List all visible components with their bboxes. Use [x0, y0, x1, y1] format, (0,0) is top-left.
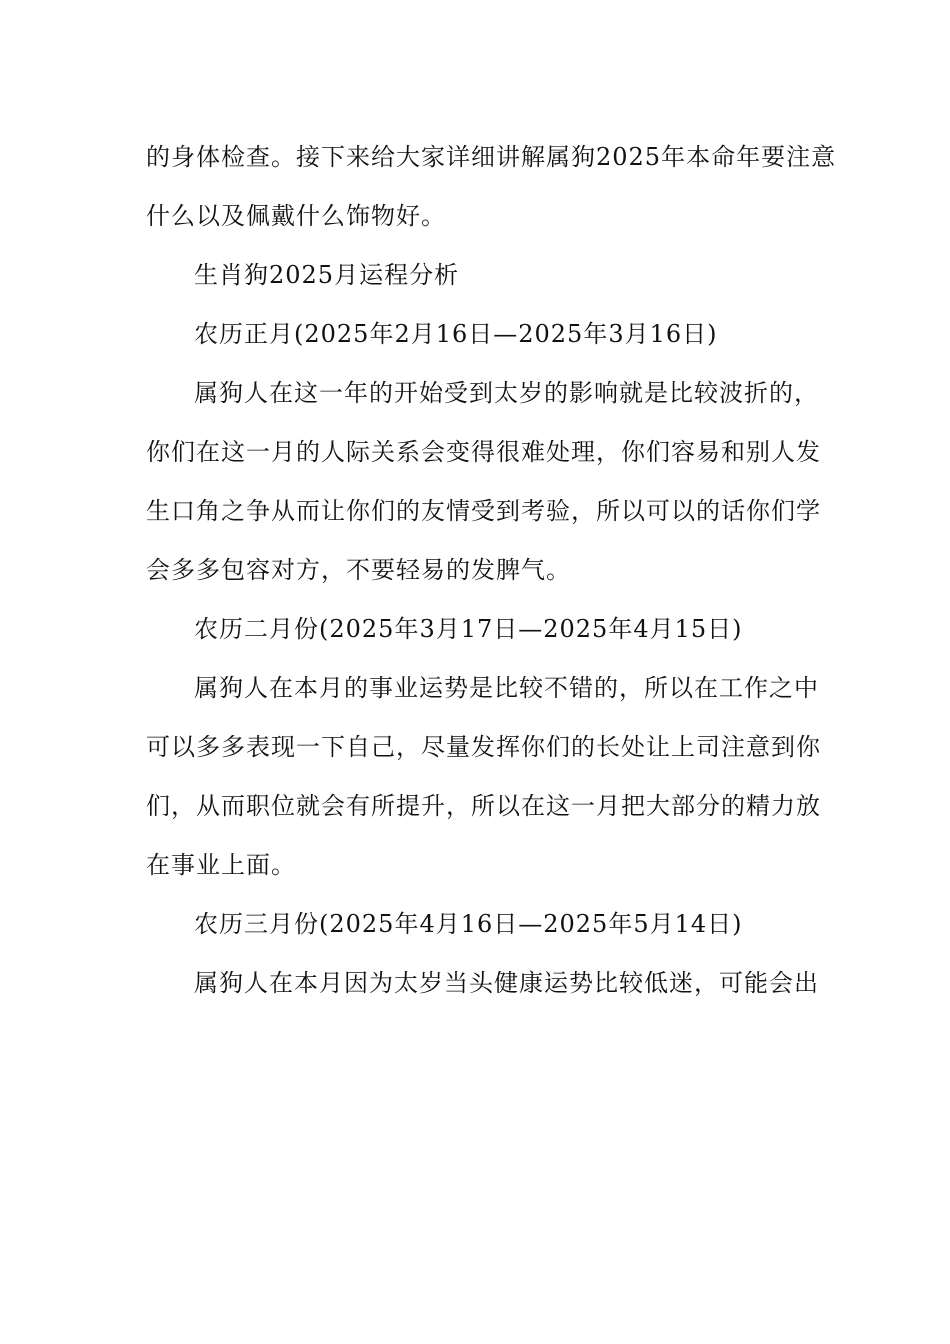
text-line: 属狗人在本月的事业运势是比较不错的，所以在工作之中 — [194, 674, 819, 702]
month-body-1 — [146, 364, 821, 600]
month-heading-3 — [146, 895, 806, 954]
text-line: 生肖狗2025月运程分析 — [194, 261, 460, 289]
text-line: 会多多包容对方，不要轻易的发脾气。 — [146, 556, 571, 584]
text-line: 属狗人在这一年的开始受到太岁的影响就是比较波折的， — [194, 379, 819, 407]
text-line: 农历正月(2025年2月16日—2025年3月16日) — [194, 320, 718, 348]
month-body-3 — [146, 954, 819, 1013]
section-heading — [146, 246, 806, 305]
month-heading-1 — [146, 305, 806, 364]
paragraph-intro-end — [146, 128, 837, 246]
text-line: 可以多多表现一下自己，尽量发挥你们的长处让上司注意到你 — [146, 733, 821, 761]
text-line: 生口角之争从而让你们的友情受到考验，所以可以的话你们学 — [146, 497, 821, 525]
month-heading-2 — [146, 600, 806, 659]
text-line: 什么以及佩戴什么饰物好。 — [146, 202, 446, 230]
text-line: 你们在这一月的人际关系会变得很难处理，你们容易和别人发 — [146, 438, 821, 466]
text-line: 们，从而职位就会有所提升，所以在这一月把大部分的精力放 — [146, 792, 821, 820]
month-body-2 — [146, 659, 821, 895]
text-line: 在事业上面。 — [146, 851, 296, 879]
text-line: 农历二月份(2025年3月17日—2025年4月15日) — [194, 615, 743, 643]
text-line: 的身体检查。接下来给大家详细讲解属狗2025年本命年要注意 — [146, 143, 837, 171]
text-line: 农历三月份(2025年4月16日—2025年5月14日) — [194, 910, 743, 938]
text-line: 属狗人在本月因为太岁当头健康运势比较低迷，可能会出 — [194, 969, 819, 997]
document-body — [146, 128, 837, 1013]
